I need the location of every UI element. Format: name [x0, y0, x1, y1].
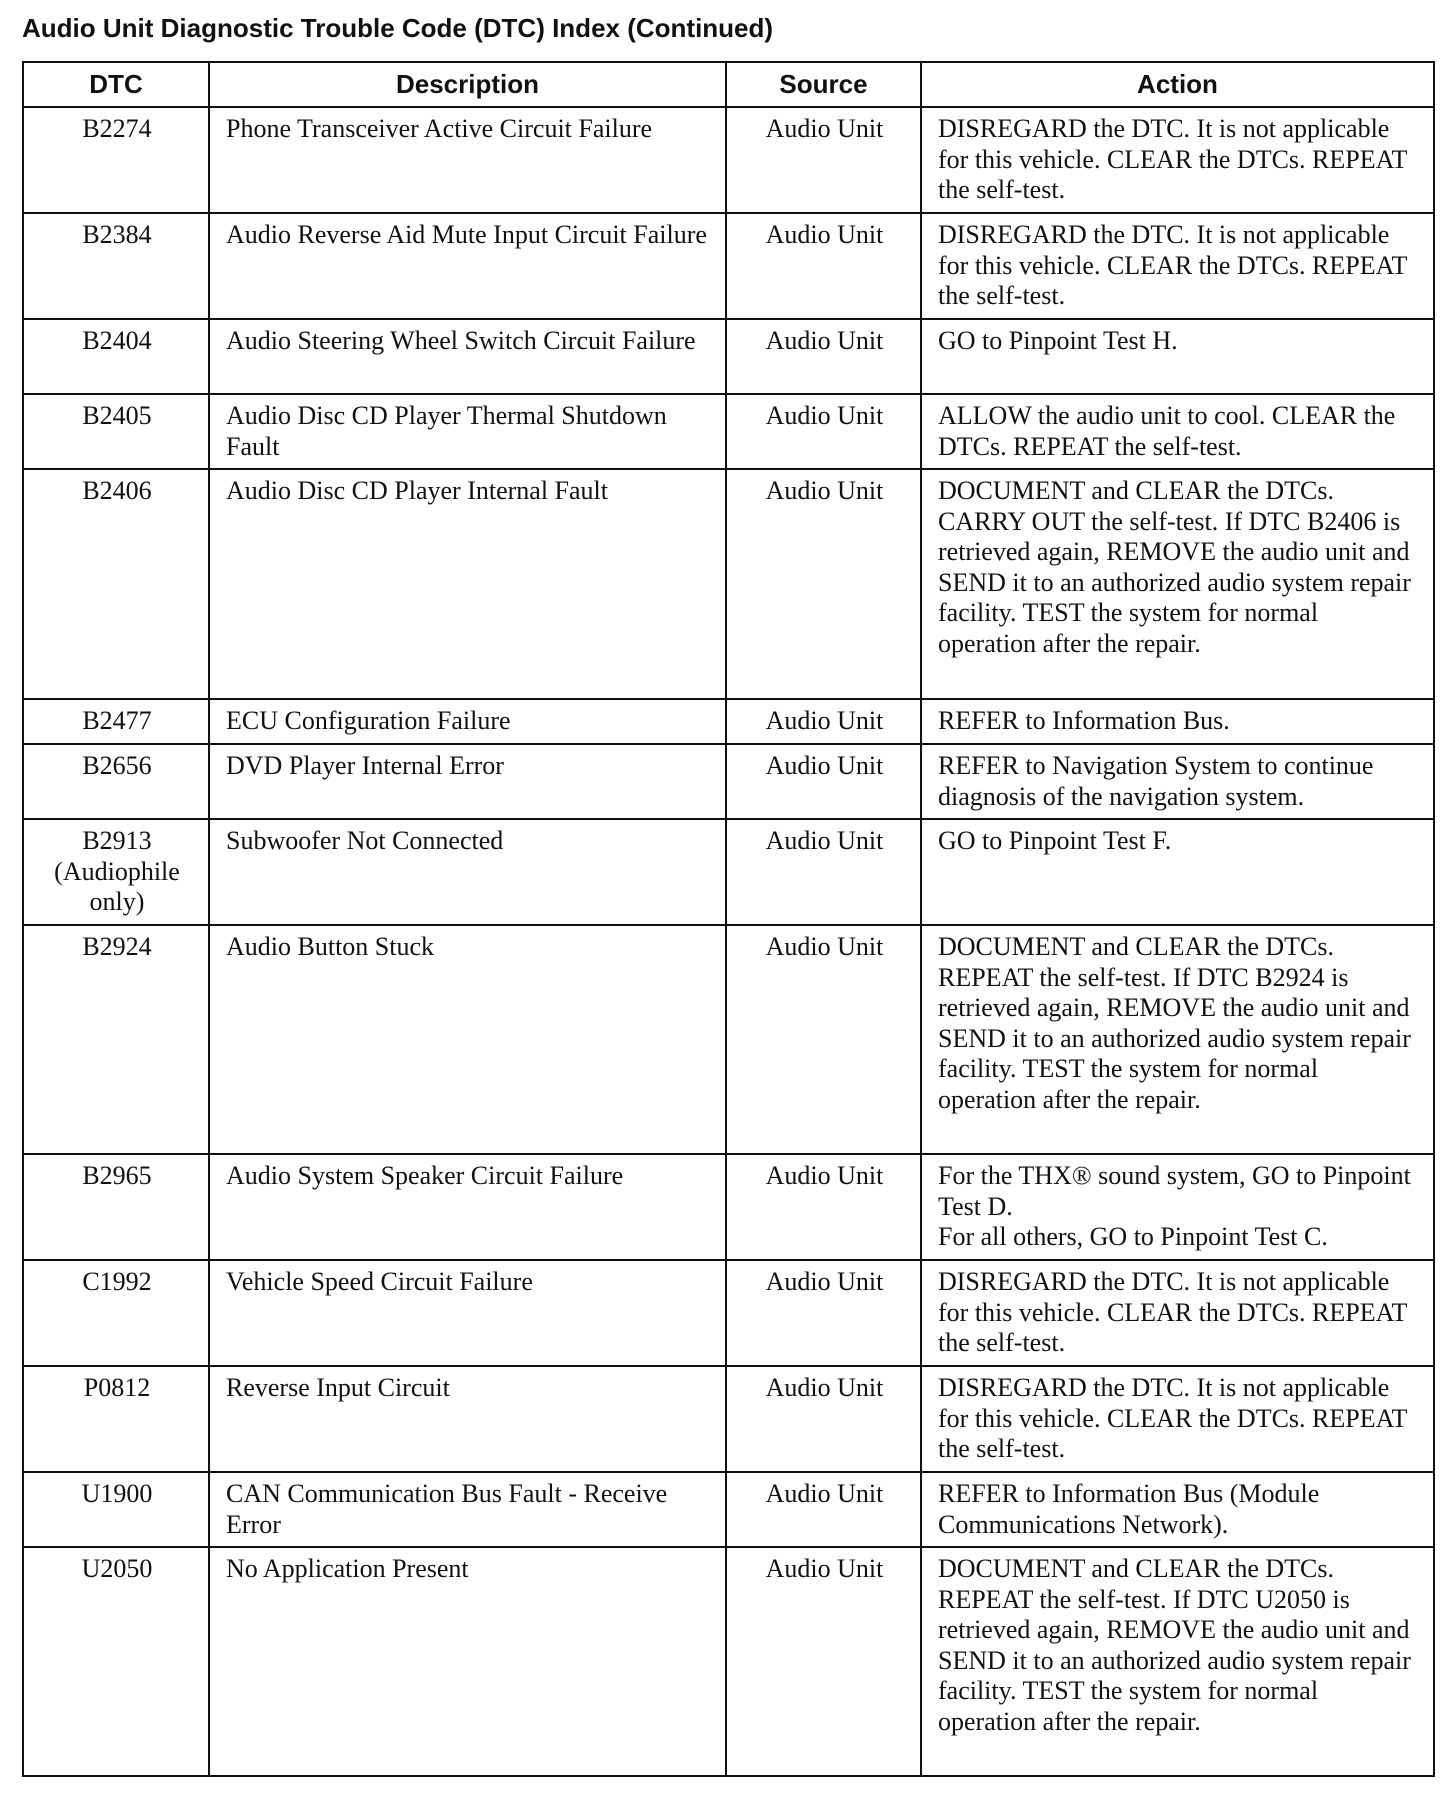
dtc-source: Audio Unit: [765, 751, 884, 780]
dtc-source: Audio Unit: [765, 1554, 884, 1583]
action-cell: [921, 107, 1434, 213]
column-header-source: Source: [726, 62, 921, 107]
action-cell: [921, 1547, 1434, 1776]
dtc-action: DISREGARD the DTC. It is not applicable for this vehicle. CLEAR the DTCs. REPEAT the self-test.: [938, 114, 1407, 204]
table-row: [23, 1260, 1434, 1366]
description-cell: [209, 819, 726, 925]
dtc-code-cell: [23, 1472, 209, 1547]
dtc-code-cell: [23, 1366, 209, 1472]
description-cell: [209, 107, 726, 213]
description-cell: [209, 213, 726, 319]
description-cell: [209, 394, 726, 469]
dtc-source: Audio Unit: [765, 326, 884, 355]
source-cell: [726, 819, 921, 925]
table-row: [23, 107, 1434, 213]
dtc-action: REFER to Navigation System to continue diagnosis of the navigation system.: [938, 751, 1374, 811]
page-title: Audio Unit Diagnostic Trouble Code (DTC) Index (Continued): [22, 13, 774, 43]
dtc-description: Vehicle Speed Circuit Failure: [226, 1267, 533, 1296]
dtc-code-cell: [23, 1260, 209, 1366]
dtc-code-cell: [23, 744, 209, 819]
source-cell: [726, 394, 921, 469]
action-cell: [921, 819, 1434, 925]
dtc-code-cell: [23, 925, 209, 1154]
dtc-code-cell: [23, 394, 209, 469]
table-row: [23, 319, 1434, 394]
dtc-source: Audio Unit: [765, 1161, 884, 1190]
dtc-code: B2477: [82, 706, 152, 735]
dtc-description: Audio Reverse Aid Mute Input Circuit Failure: [226, 220, 707, 249]
action-cell: [921, 699, 1434, 744]
dtc-description: ECU Configuration Failure: [226, 706, 511, 735]
dtc-action: DISREGARD the DTC. It is not applicable for this vehicle. CLEAR the DTCs. REPEAT the self-test.: [938, 1373, 1407, 1463]
description-cell: [209, 1154, 726, 1260]
source-cell: [726, 1547, 921, 1776]
dtc-action: GO to Pinpoint Test H.: [938, 326, 1178, 355]
dtc-code-cell: [23, 469, 209, 699]
dtc-code: B2924: [82, 932, 152, 961]
source-cell: [726, 1472, 921, 1547]
dtc-action: ALLOW the audio unit to cool. CLEAR the DTCs. REPEAT the self-test.: [938, 401, 1396, 461]
dtc-action: REFER to Information Bus.: [938, 706, 1230, 735]
table-row: [23, 394, 1434, 469]
action-cell: [921, 1154, 1434, 1260]
table-header-row: [23, 62, 1434, 107]
dtc-code-cell: [23, 699, 209, 744]
dtc-code: U1900: [81, 1479, 153, 1508]
dtc-action: DOCUMENT and CLEAR the DTCs. REPEAT the self-test. If DTC U2050 is retrieved again, REMOVE the audio unit and SEND it to an authorized audio system repair facility. TEST the system for normal operation after the repair.: [938, 1554, 1411, 1736]
dtc-description: Reverse Input Circuit: [226, 1373, 450, 1402]
source-cell: [726, 744, 921, 819]
dtc-source: Audio Unit: [765, 1479, 884, 1508]
dtc-source: Audio Unit: [765, 1267, 884, 1296]
dtc-description: Audio System Speaker Circuit Failure: [226, 1161, 624, 1190]
dtc-action: REFER to Information Bus (Module Communications Network).: [938, 1479, 1320, 1539]
dtc-code: C1992: [82, 1267, 152, 1296]
dtc-code-cell: [23, 1547, 209, 1776]
description-cell: [209, 699, 726, 744]
dtc-code-cell: [23, 213, 209, 319]
source-cell: [726, 699, 921, 744]
dtc-source: Audio Unit: [765, 476, 884, 505]
column-header-dtc: DTC: [23, 62, 209, 107]
dtc-code: U2050: [81, 1554, 153, 1583]
action-cell: [921, 213, 1434, 319]
action-cell: [921, 1366, 1434, 1472]
dtc-description: No Application Present: [226, 1554, 469, 1583]
table-row: [23, 925, 1434, 1154]
source-cell: [726, 469, 921, 699]
dtc-description: DVD Player Internal Error: [226, 751, 504, 780]
dtc-code: B2384: [82, 220, 152, 249]
description-cell: [209, 469, 726, 699]
table-row: [23, 1154, 1434, 1260]
action-cell: [921, 469, 1434, 699]
dtc-code: B2405: [82, 401, 152, 430]
description-cell: [209, 1472, 726, 1547]
table-row: [23, 744, 1434, 819]
column-header-action: Action: [921, 62, 1434, 107]
dtc-action: GO to Pinpoint Test F.: [938, 826, 1172, 855]
description-cell: [209, 1547, 726, 1776]
action-cell: [921, 319, 1434, 394]
dtc-source: Audio Unit: [765, 706, 884, 735]
source-cell: [726, 1366, 921, 1472]
description-cell: [209, 1260, 726, 1366]
source-cell: [726, 1154, 921, 1260]
source-cell: [726, 213, 921, 319]
dtc-code-cell: [23, 107, 209, 213]
dtc-code: B2406: [82, 476, 152, 505]
table-row: [23, 469, 1434, 699]
dtc-code-cell: [23, 1154, 209, 1260]
action-cell: [921, 1260, 1434, 1366]
table-row: [23, 1366, 1434, 1472]
dtc-description: Audio Disc CD Player Thermal Shutdown Fault: [226, 401, 667, 461]
source-cell: [726, 925, 921, 1154]
dtc-description: Audio Disc CD Player Internal Fault: [226, 476, 608, 505]
table-row: [23, 1547, 1434, 1776]
source-cell: [726, 319, 921, 394]
dtc-description: Audio Button Stuck: [226, 932, 435, 961]
dtc-code: B2274: [82, 114, 152, 143]
dtc-description: CAN Communication Bus Fault - Receive Error: [226, 1479, 668, 1539]
dtc-description: Phone Transceiver Active Circuit Failure: [226, 114, 653, 143]
dtc-code: B2656: [82, 751, 152, 780]
action-cell: [921, 744, 1434, 819]
dtc-code-cell: [23, 319, 209, 394]
column-header-description: Description: [209, 62, 726, 107]
dtc-code-cell: [23, 819, 209, 925]
table-row: [23, 213, 1434, 319]
dtc-source: Audio Unit: [765, 114, 884, 143]
dtc-source: Audio Unit: [765, 401, 884, 430]
dtc-action: DISREGARD the DTC. It is not applicable for this vehicle. CLEAR the DTCs. REPEAT the self-test.: [938, 1267, 1407, 1357]
dtc-code: B2913 (Audiophile only): [54, 826, 180, 916]
source-cell: [726, 107, 921, 213]
dtc-action: For the THX® sound system, GO to Pinpoint Test D. For all others, GO to Pinpoint Test C.: [938, 1161, 1411, 1251]
table-row: [23, 1472, 1434, 1547]
description-cell: [209, 1366, 726, 1472]
action-cell: [921, 394, 1434, 469]
dtc-description: Audio Steering Wheel Switch Circuit Failure: [226, 326, 696, 355]
dtc-index-table: [22, 61, 1435, 1777]
table-row: [23, 699, 1434, 744]
table-row: [23, 819, 1434, 925]
dtc-action: DOCUMENT and CLEAR the DTCs. CARRY OUT the self-test. If DTC B2406 is retrieved again, REMOVE the audio unit and SEND it to an authorized audio system repair facility. TEST the system for normal operation after the repair.: [938, 476, 1411, 658]
dtc-source: Audio Unit: [765, 1373, 884, 1402]
dtc-source: Audio Unit: [765, 220, 884, 249]
dtc-code: B2965: [82, 1161, 152, 1190]
description-cell: [209, 925, 726, 1154]
dtc-description: Subwoofer Not Connected: [226, 826, 504, 855]
dtc-code: B2404: [82, 326, 152, 355]
description-cell: [209, 744, 726, 819]
action-cell: [921, 925, 1434, 1154]
action-cell: [921, 1472, 1434, 1547]
dtc-code: P0812: [83, 1373, 151, 1402]
dtc-action: DISREGARD the DTC. It is not applicable for this vehicle. CLEAR the DTCs. REPEAT the self-test.: [938, 220, 1407, 310]
source-cell: [726, 1260, 921, 1366]
dtc-action: DOCUMENT and CLEAR the DTCs. REPEAT the self-test. If DTC B2924 is retrieved again, REMOVE the audio unit and SEND it to an authorized audio system repair facility. TEST the system for normal operation after the repair.: [938, 932, 1411, 1114]
dtc-source: Audio Unit: [765, 826, 884, 855]
dtc-source: Audio Unit: [765, 932, 884, 961]
description-cell: [209, 319, 726, 394]
